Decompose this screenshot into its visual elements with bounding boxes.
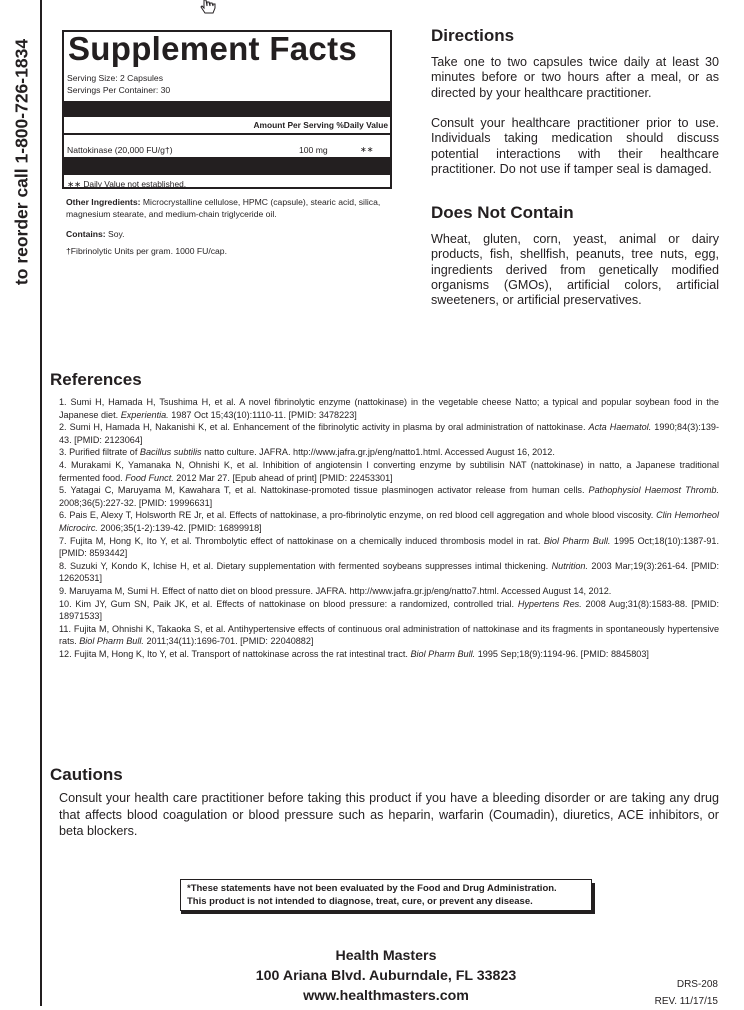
contains-label: Contains: [66, 229, 106, 239]
directions-heading: Directions [431, 26, 515, 45]
other-ingredients-text: Microcrystalline cellulose, HPMC (capsule), stearic acid, silica, magnesium stearate, and medium-chain triglyceride oil. [66, 197, 381, 219]
reference-item [59, 484, 719, 509]
facts-rule [64, 133, 390, 135]
reference-journal: Bacillus subtilis [139, 447, 202, 458]
directions-text-1: Take one to two capsules twice daily at least 30 minutes before or two hours after a meal, or as directed by your healthcare practitioner. [431, 55, 719, 100]
reference-journal: Clin Hemorheol Microcirc. [59, 510, 720, 533]
supplement-facts-panel [62, 30, 392, 189]
reference-citation: 2003 Mar;19(3):261-64. [PMID: 12620531] [59, 560, 719, 584]
directions-text-2: Consult your healthcare practitioner prior to use. Individuals taking medication should discuss potential interactions with their healthcare practitioner. Do not use if tamper seal is damaged. [431, 116, 719, 176]
references-list [59, 396, 719, 660]
reference-journal: Hypertens Res. [517, 598, 582, 609]
reference-item [59, 623, 719, 648]
hand-cursor-icon [199, 0, 217, 14]
references-heading: References [50, 370, 142, 389]
facts-thick-rule [64, 101, 390, 117]
cautions-text: Consult your health care practitioner before taking this product if you have a bleeding disorder or are taking any drug that affects blood coagulation or blood pressure such as heparin, warfarin (Coumadin), diuretics, ACE inhibitors, or beta blockers. [59, 791, 719, 839]
left-divider [40, 0, 42, 1006]
reference-citation: 1987 Oct 15;43(10):1110-11. [PMID: 3478223] [168, 409, 357, 420]
reference-text: 7. Fujita M, Hong K, Ito Y, et al. Thrombolytic effect of nattokinase on a chemically induced thrombosis model in rat. [59, 535, 544, 546]
reference-text: 5. Yatagai C, Maruyama M, Kawahara T, et al. Nattokinase-promoted tissue plasminogen activator release from human cells. [59, 485, 589, 496]
reference-item [59, 585, 719, 598]
reference-journal: Pathophysiol Haemost Thromb. [588, 485, 719, 496]
reference-journal: Biol Pharm Bull. [79, 636, 144, 647]
reference-item [59, 421, 719, 446]
nattokinase-name: Nattokinase (20,000 FU/g†) [67, 145, 173, 155]
reference-item [59, 509, 719, 534]
reference-journal: Nutrition. [551, 560, 588, 571]
other-ingredients [66, 197, 401, 220]
reference-citation: 2008;36(5):227-32. [PMID: 19996631] [59, 497, 213, 508]
reference-item [59, 396, 719, 421]
company-footer [200, 946, 572, 1006]
fibrinolytic-units-note: †Fibrinolytic Units per gram. 1000 FU/cap. [66, 246, 227, 256]
reference-citation: 2012 Mar 27. [Epub ahead of print] [PMID: 22453301] [173, 472, 393, 483]
servings-per-container: Servings Per Container: 30 [67, 85, 171, 95]
supplement-facts-title: Supplement Facts [68, 30, 358, 67]
amount-per-serving-header: Amount Per Serving %Daily Value [253, 120, 388, 130]
reference-citation: natto culture. JAFRA. http://www.jafra.gr.jp/eng/natto1.html. Accessed August 16, 2012. [201, 447, 555, 458]
fda-disclaimer-box [180, 879, 592, 911]
reference-text: 6. Pais E, Alexy T, Holsworth RE Jr, et al. Effects of nattokinase, a pro-fibrinolytic enzyme, on red blood cell aggregation and whole blood viscosity. [59, 510, 657, 521]
reference-journal: Biol Pharm Bull. [543, 535, 611, 546]
fda-box-shadow [181, 911, 594, 914]
reference-item [59, 535, 719, 560]
reference-citation: 1990;84(3):139-43. [PMID: 2123064] [59, 422, 719, 445]
reorder-banner [0, 0, 44, 305]
fda-box-shadow [592, 883, 595, 914]
reference-citation: 2006;35(1-2):139-42. [PMID: 16899918] [97, 522, 262, 533]
reference-text: 12. Fujita M, Hong K, Ito Y, et al. Transport of nattokinase across the rat intestinal tract. [59, 648, 411, 659]
reference-citation: 1995 Oct;18(10):1387-91. [PMID: 8593442] [59, 535, 719, 559]
other-ingredients-label: Other Ingredients: [66, 197, 141, 207]
reference-text: 10. Kim JY, Gum SN, Paik JK, et al. Effects of nattokinase on blood pressure: a randomized, controlled trial. [59, 598, 518, 609]
reference-text: 3. Purified filtrate of [59, 447, 140, 458]
fda-line-2: This product is not intended to diagnose, treat, cure, or prevent any disease. [187, 895, 533, 907]
reference-citation: 2011;34(11):1696-701. [PMID: 22040882] [143, 636, 314, 647]
reference-journal: Acta Haematol. [588, 422, 652, 433]
reference-journal: Experientia. [120, 409, 169, 420]
contains-note [66, 229, 401, 241]
company-address: 100 Ariana Blvd. Auburndale, FL 33823 [255, 968, 517, 984]
reference-text: 1. Sumi H, Hamada H, Tsushima H, et al. A novel fibrinolytic enzyme (nattokinase) in the vegetable cheese Natto; a typical and popular soybean food in the Japanese diet. [59, 397, 719, 420]
revision-date: REV. 11/17/15 [654, 996, 718, 1007]
contains-text: Soy. [105, 229, 125, 239]
does-not-contain-heading: Does Not Contain [431, 203, 574, 222]
fda-line-1: *These statements have not been evaluated by the Food and Drug Administration. [187, 883, 557, 894]
reference-item [59, 648, 719, 661]
cautions-heading: Cautions [50, 765, 123, 784]
does-not-contain-text: Wheat, gluten, corn, yeast, animal or dairy products, fish, shellfish, peanuts, tree nuts, egg, ingredients derived from genetically modified organisms (GMOs), artificial colors, artificial sweeteners, or artificial preservatives. [431, 232, 719, 308]
reference-text: 8. Suzuki Y, Kondo K, Ichise H, et al. Dietary supplementation with fermented soybeans suppresses intimal thickening. [59, 560, 552, 571]
reference-text: 2. Sumi H, Hamada H, Nakanishi K, et al. Enhancement of the fibrinolytic activity in plasma by oral administration of nattokinase. [59, 422, 589, 433]
facts-bottom-rule [64, 157, 390, 175]
serving-size: Serving Size: 2 Capsules [67, 73, 164, 83]
nattokinase-daily-value: ∗∗ [360, 145, 374, 154]
company-name: Health Masters [335, 948, 437, 964]
document-code: DRS-208 [676, 979, 718, 990]
reorder-phone-text: to reorder call 1-800-726-1834 [11, 38, 32, 286]
reference-item [59, 446, 719, 459]
reference-journal: Biol Pharm Bull. [410, 648, 476, 659]
reference-text: 9. Maruyama M, Sumi H. Effect of natto diet on blood pressure. JAFRA. http://www.jafra.gr.jp/eng/natto7.html. Accessed August 14, 2012. [59, 585, 612, 596]
reference-text: 11. Fujita M, Ohnishi K, Takaoka S, et al. Antihypertensive effects of continuous oral administration of nattokinase and its fragments in spontaneously hypertensive rats. [59, 623, 719, 647]
reference-journal: Food Funct. [125, 472, 174, 483]
daily-value-footnote: ∗∗ Daily Value not established. [67, 179, 187, 189]
reference-citation: 2008 Aug;31(8):1583-88. [PMID: 18971533] [59, 598, 719, 622]
reference-item [59, 598, 719, 623]
document-revision [655, 976, 718, 1010]
nattokinase-amount: 100 mg [299, 145, 328, 155]
reference-citation: 1995 Sep;18(9):1194-96. [PMID: 8845803] [475, 648, 649, 659]
reference-text: 4. Murakami K, Yamanaka N, Ohnishi K, et al. Inhibition of angiotensin I converting enzyme by subtilisin NAT (nattokinase) in natto, a Japanese traditional fermented food. [59, 459, 719, 483]
reference-item [59, 560, 719, 585]
company-website: www.healthmasters.com [303, 988, 469, 1004]
reference-item [59, 459, 719, 484]
